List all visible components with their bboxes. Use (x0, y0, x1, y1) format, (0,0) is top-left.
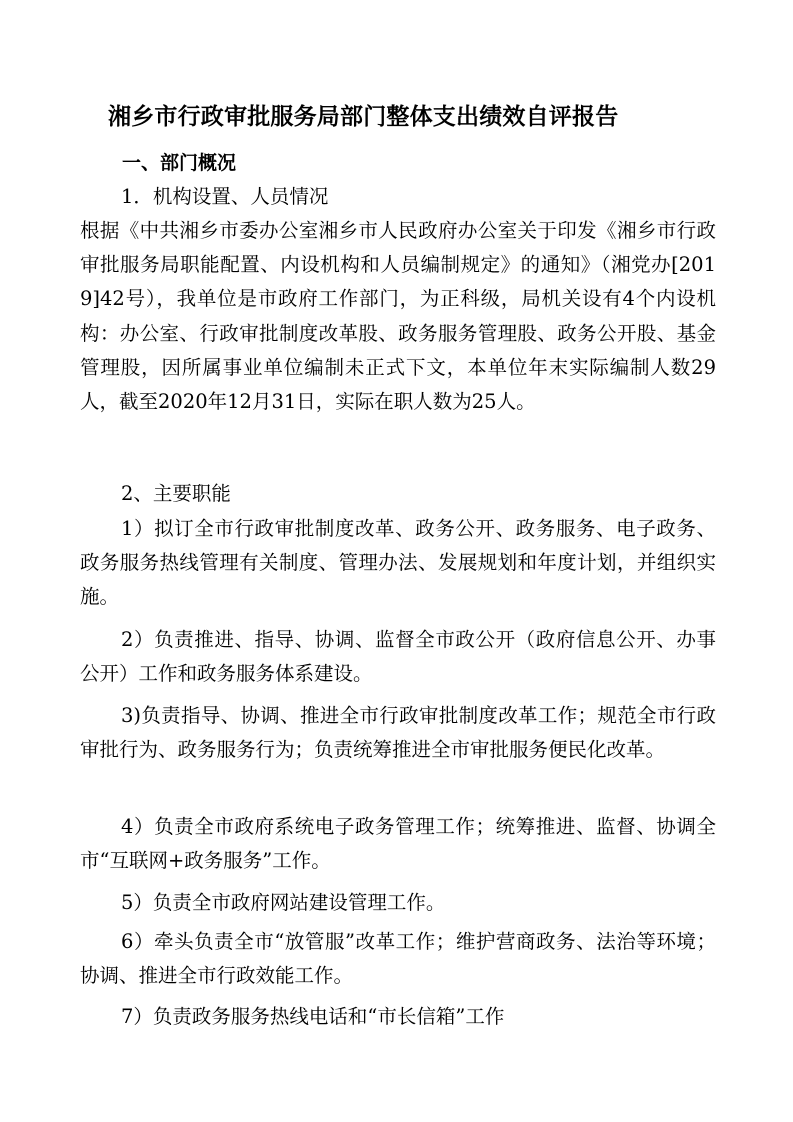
subheading-main-functions: 2、主要职能 (121, 482, 231, 505)
function-item-1: 1）拟订全市行政审批制度改革、政务公开、政务服务、电子政务、政务服务热线管理有关制度、管理办法、发展规划和年度计划，并组织实施。 (80, 517, 716, 609)
subheading-organization: 1．机构设置、人员情况 (121, 185, 329, 208)
function-item-6: 6）牵头负责全市“放管服”改革工作；维护营商政务、法治等环境；协调、推进全市行政效能工作。 (80, 930, 716, 988)
function-item-7: 7）负责政务服务热线电话和“市长信箱”工作 (121, 1005, 505, 1028)
report-title: 湘乡市行政审批服务局部门整体支出绩效自评报告 (108, 104, 619, 130)
paragraph-organization-details: 根据《中共湘乡市委办公室湘乡市人民政府办公室关于印发《湘乡市行政审批服务局职能配置、内设机构和人员编制规定》的通知》（湘党办[2019]42号），我单位是市政府工作部门，为正科级，局机关设有4个内设机构：办公室、行政审批制度改革股、政务服务管理股、政务公开股、基金管理股，因所属事业单位编制未正式下文，本单位年末实际编制人数29人，截至2020年12月31日，实际在职人数为25人。 (80, 219, 716, 414)
function-item-2: 2）负责推进、指导、协调、监督全市政公开（政府信息公开、办事公开）工作和政务服务体系建设。 (80, 628, 716, 686)
function-item-5: 5）负责全市政府网站建设管理工作。 (121, 891, 446, 914)
section-heading-overview: 一、部门概况 (122, 152, 237, 174)
function-item-4: 4）负责全市政府系统电子政务管理工作；统筹推进、监督、协调全市“互联网+政务服务”工作。 (80, 815, 716, 873)
function-item-3: 3)负责指导、协调、推进全市行政审批制度改革工作；规范全市行政审批行为、政务服务行为；负责统筹推进全市审批服务便民化改革。 (80, 704, 716, 762)
